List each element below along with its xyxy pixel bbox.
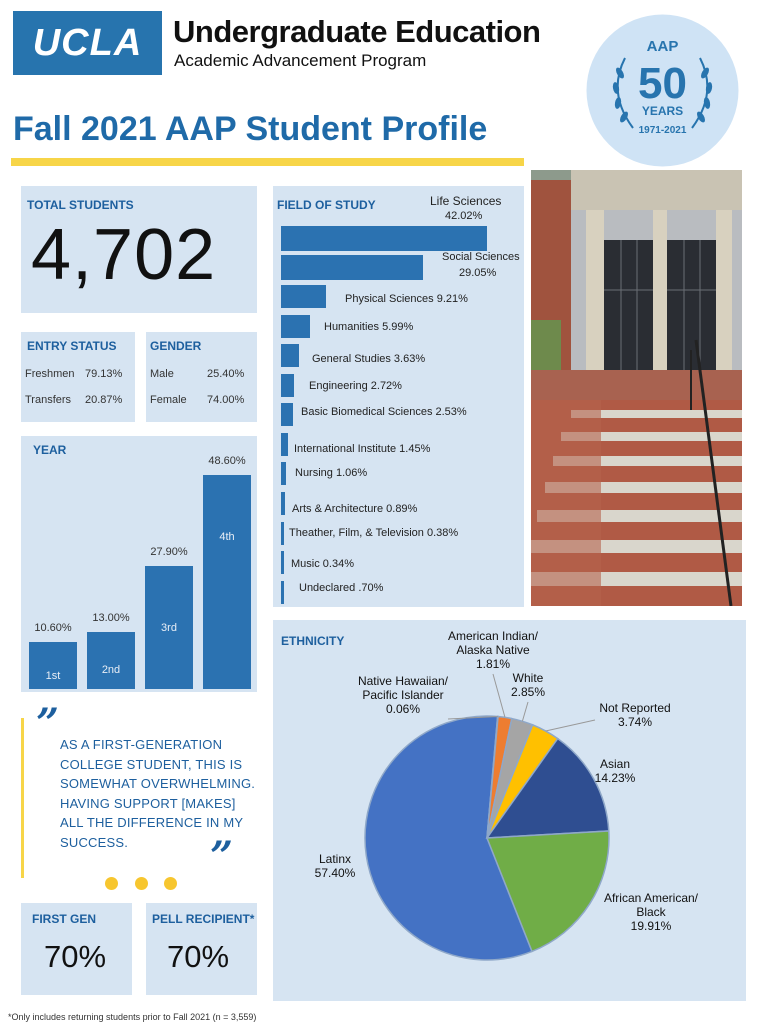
- dot-2: [135, 877, 148, 890]
- year-label-4th: 4th: [219, 531, 235, 543]
- quote-close-mark: ”: [210, 833, 234, 880]
- header-title: Undergraduate Education: [173, 14, 541, 49]
- entry-freshmen-name: Freshmen: [25, 368, 75, 380]
- entry-transfers-value: 20.87%: [85, 394, 123, 406]
- year-label: YEAR: [33, 443, 67, 457]
- year-pct-3rd: 27.90%: [150, 546, 188, 559]
- gender-female-value: 74.00%: [207, 394, 245, 406]
- ethnicity-pie-chart: [273, 620, 746, 1001]
- fos-bar: [281, 226, 487, 251]
- fos-label: Engineering 2.72%: [309, 380, 402, 392]
- pie-leader-line: [522, 702, 528, 721]
- aap-50-years-badge: [585, 13, 740, 168]
- badge-range: 1971-2021: [638, 125, 687, 136]
- fos-bar: [281, 551, 284, 574]
- pie-label: Native Hawaiian/ Pacific Islander 0.06%: [357, 674, 449, 716]
- pie-label: African American/ Black 19.91%: [603, 891, 699, 933]
- footnote: *Only includes returning students prior to Fall 2021 (n = 3,559): [8, 1012, 257, 1022]
- fos-pct: 29.05%: [459, 267, 497, 279]
- fos-label: Physical Sciences 9.21%: [345, 293, 468, 305]
- year-bar-4th: [203, 475, 251, 689]
- fos-label: General Studies 3.63%: [312, 353, 426, 365]
- fos-bar: [281, 374, 294, 397]
- fos-name: Life Sciences: [430, 194, 502, 208]
- dot-3: [164, 877, 177, 890]
- pell-recipient-value: 70%: [167, 939, 230, 974]
- year-bar-1st: [29, 642, 77, 689]
- fos-bar: [281, 581, 284, 604]
- year-pct-2nd: 13.00%: [92, 611, 130, 624]
- first-gen-panel: [21, 903, 132, 995]
- ucla-logo: [13, 11, 162, 75]
- pie-leader-line: [546, 720, 595, 731]
- first-gen-label: FIRST GEN: [32, 912, 97, 926]
- quote-accent-line: [21, 718, 24, 878]
- year-pct-4th: 48.60%: [208, 455, 246, 467]
- pie-label: Asian 14.23%: [594, 757, 636, 785]
- gender-female-name: Female: [150, 394, 187, 406]
- fos-pct: 42.02%: [445, 210, 483, 222]
- badge-years-text: YEARS: [641, 104, 684, 118]
- ethnicity-label: ETHNICITY: [281, 634, 345, 648]
- pie-label: Not Reported 3.74%: [599, 701, 671, 729]
- total-students-panel: [21, 186, 257, 313]
- total-students-value: 4,702: [31, 215, 217, 295]
- year-label-1st: 1st: [45, 669, 61, 682]
- building-photo: [531, 170, 742, 606]
- entry-transfers-name: Transfers: [25, 394, 72, 406]
- fos-label: Theather, Film, & Television 0.38%: [289, 527, 459, 539]
- entry-status-panel: [21, 332, 135, 422]
- fos-label: Nursing 1.06%: [295, 467, 368, 479]
- fos-bar: [281, 492, 285, 515]
- year-bar-2nd: [87, 632, 135, 689]
- fos-label: Arts & Architecture 0.89%: [292, 503, 418, 515]
- gender-male-value: 25.40%: [207, 368, 245, 380]
- quote-text: AS A FIRST-GENERATION COLLEGE STUDENT, THIS IS SOMEWHAT OVERWHELMING. HAVING SUPPORT [MAKES] ALL THE DIFFERENCE IN MY SUCCESS.: [60, 737, 256, 850]
- first-gen-value: 70%: [44, 939, 107, 974]
- total-students-label: TOTAL STUDENTS: [27, 198, 134, 212]
- badge-number: 50: [638, 59, 687, 108]
- field-of-study-label: FIELD OF STUDY: [277, 198, 376, 212]
- pie-label: American Indian/ Alaska Native 1.81%: [447, 629, 539, 671]
- fos-bar: [281, 522, 284, 545]
- fos-bar: [281, 255, 423, 280]
- dot-1: [105, 877, 118, 890]
- ucla-logo-text: UCLA: [32, 21, 143, 64]
- header-subtitle: Academic Advancement Program: [174, 51, 427, 70]
- entry-status-label: ENTRY STATUS: [27, 339, 117, 353]
- year-label-2nd: 2nd: [101, 664, 121, 677]
- fos-bar: [281, 344, 299, 367]
- pell-recipient-label: PELL RECIPIENT*: [152, 912, 255, 926]
- quote-open-mark: ”: [36, 700, 60, 747]
- entry-freshmen-value: 79.13%: [85, 368, 123, 380]
- gender-label: GENDER: [150, 339, 202, 353]
- title-underline: [11, 158, 524, 166]
- fos-bar: [281, 462, 286, 485]
- fos-label: International Institute 1.45%: [294, 443, 431, 455]
- gender-panel: [146, 332, 257, 422]
- fos-label: Humanities 5.99%: [324, 321, 414, 333]
- fos-bar: [281, 403, 293, 426]
- pell-recipient-panel: [146, 903, 257, 995]
- gender-male-name: Male: [150, 368, 174, 380]
- fos-name: Social Sciences: [442, 251, 520, 263]
- fos-bar: [281, 433, 288, 456]
- fos-bar: [281, 285, 326, 308]
- year-pct-1st: 10.60%: [34, 622, 72, 635]
- fos-label: Music 0.34%: [291, 558, 354, 570]
- badge-aap-text: AAP: [646, 38, 679, 55]
- fos-bar: [281, 315, 310, 338]
- pie-leader-line: [493, 674, 505, 717]
- fos-label: Undeclared .70%: [299, 582, 384, 594]
- year-label-3rd: 3rd: [161, 622, 177, 635]
- fos-label: Basic Biomedical Sciences 2.53%: [301, 406, 467, 418]
- pie-label: White 2.85%: [510, 671, 546, 699]
- pie-label: Latinx 57.40%: [314, 852, 356, 880]
- page-title: Fall 2021 AAP Student Profile: [13, 110, 488, 148]
